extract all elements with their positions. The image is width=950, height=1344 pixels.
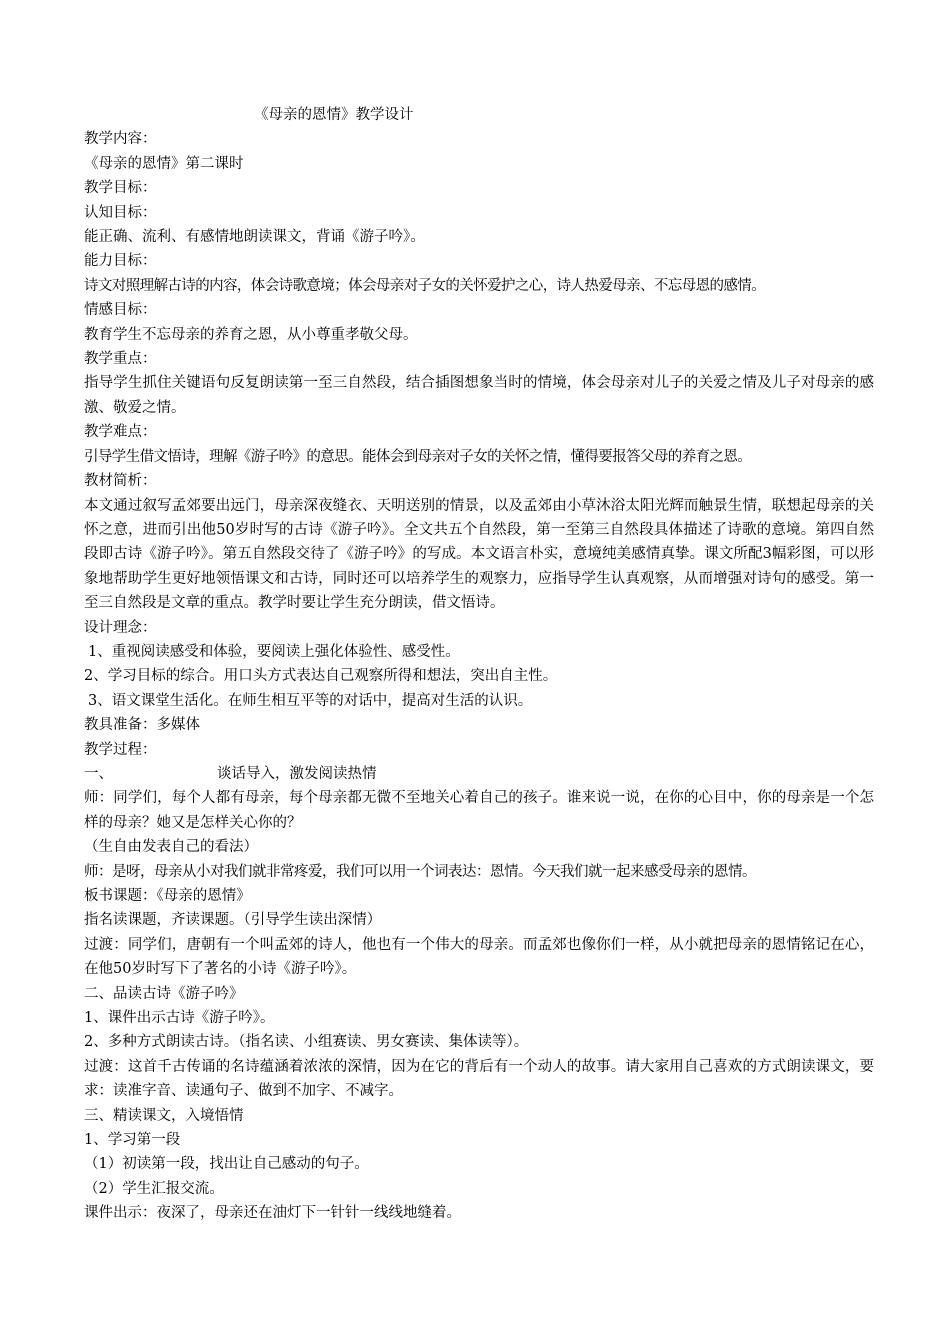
list-item: 1、学习第一段	[84, 1132, 181, 1149]
heading-goals: 教学目标：	[84, 180, 157, 197]
section-heading: 二、品读古诗《游子吟》	[84, 985, 244, 1002]
list-item: （1）初读第一段，找出让自己感动的句子。	[84, 1156, 369, 1173]
list-item: 1、课件出示古诗《游子吟》。	[84, 1010, 275, 1027]
heading-design-concept: 设计理念：	[84, 619, 157, 636]
heading-key-points: 教学重点：	[84, 351, 157, 368]
paragraph: 能正确、流利、有感情地朗读课文，背诵《游子吟》。	[84, 229, 425, 246]
list-item: 2、学习目标的综合。用口头方式表达自己观察所得和想法，突出自主性。	[84, 668, 558, 685]
heading-cognitive: 认知目标：	[84, 204, 157, 221]
paragraph: 师：同学们，每个人都有母亲，每个母亲都无微不至地关心着自己的孩子。谁来说一说，在你的心目中，你的母亲是一个怎样的母亲？她又是怎样关心你的？	[84, 790, 874, 831]
heading-emotion: 情感目标：	[84, 302, 157, 319]
paragraph: 指名读课题，齐读课题。（引导学生读出深情）	[84, 912, 382, 929]
paragraph: （生自由发表自己的看法）	[84, 839, 258, 856]
list-item: 1、重视阅读感受和体验，要阅读上强化体验性、感受性。	[88, 643, 460, 660]
paragraph: 课件出示：夜深了，母亲还在油灯下一针针一线线地缝着。	[84, 1205, 461, 1222]
heading-material-analysis: 教材简析：	[84, 473, 157, 490]
section-heading: 三、精读课文，入境悟情	[84, 1107, 244, 1124]
paragraph: 师：是呀，母亲从小对我们就非常疼爱，我们可以用一个词表达：恩情。今天我们就一起来感受母亲的恩情。	[84, 863, 756, 880]
paragraph: 教具准备：多媒体	[84, 717, 200, 734]
paragraph: 本文通过叙写孟郊要出远门，母亲深夜缝衣、天明送别的情景，以及孟郊由小草沐浴太阳光辉而触景生情，联想起母亲的关怀之意，进而引出他50岁时写的古诗《游子吟》。全文共五个自然段，第一至第三自然段具体描述了诗歌的意境。第四自然段即古诗《游子吟》。第五自然段交待了《游子吟》的写成。本文语言朴实，意境纯美感情真挚。课文所配3幅彩图，可以形象地帮助学生更好地领悟课文和古诗，同时还可以培养学生的观察力，应指导学生认真观察，从而增强对诗句的感受。第一至三自然段是文章的重点。教学时要让学生充分朗读，借文悟诗。	[84, 497, 874, 612]
paragraph: 指导学生抓住关键语句反复朗读第一至三自然段，结合插图想象当时的情境，体会母亲对儿子的关爱之情及儿子对母亲的感激、敬爱之情。	[84, 375, 874, 416]
paragraph: 板书课题：《母亲的恩情》	[84, 888, 251, 904]
section-title: 谈话导入，激发阅读热情	[217, 765, 377, 782]
heading-process: 教学过程：	[84, 741, 157, 758]
paragraph: 引导学生借文悟诗，理解《游子吟》的意思。能体会到母亲对子女的关怀之情，懂得要报答父母的养育之恩。	[84, 448, 752, 465]
paragraph: 过渡：这首千古传诵的名诗蕴涵着浓浓的深情，因为在它的背后有一个动人的故事。请大家用自己喜欢的方式朗读课文，要求：读准字音、读通句子、做到不加字、不减字。	[84, 1058, 874, 1100]
section-number: 一、	[84, 765, 113, 782]
paragraph: 《母亲的恩情》第二课时	[84, 155, 244, 172]
heading-difficulties: 教学难点：	[84, 424, 157, 441]
heading-ability: 能力目标：	[84, 253, 157, 270]
paragraph: 教育学生不忘母亲的养育之恩，从小尊重孝敬父母。	[84, 326, 418, 343]
document-title: 《母亲的恩情》教学设计	[254, 107, 414, 123]
section-heading	[84, 762, 874, 786]
list-item: （2）学生汇报交流。	[84, 1180, 224, 1197]
heading-content: 教学内容：	[84, 131, 157, 148]
list-item: 3、语文课堂生活化。在师生相互平等的对话中，提高对生活的认识。	[88, 692, 533, 709]
paragraph: 过渡：同学们，唐朝有一个叫孟郊的诗人，他也有一个伟大的母亲。而孟郊也像你们一样，从小就把母亲的恩情铭记在心，在他50岁时写下了著名的小诗《游子吟》。	[84, 936, 874, 978]
document-page	[84, 103, 874, 1226]
list-item: 2、多种方式朗读古诗。（指名读、小组赛读、男女赛读、集体读等）。	[84, 1034, 529, 1051]
paragraph: 诗文对照理解古诗的内容，体会诗歌意境；体会母亲对子女的关怀爱护之心，诗人热爱母亲、不忘母恩的感情。	[84, 277, 766, 294]
